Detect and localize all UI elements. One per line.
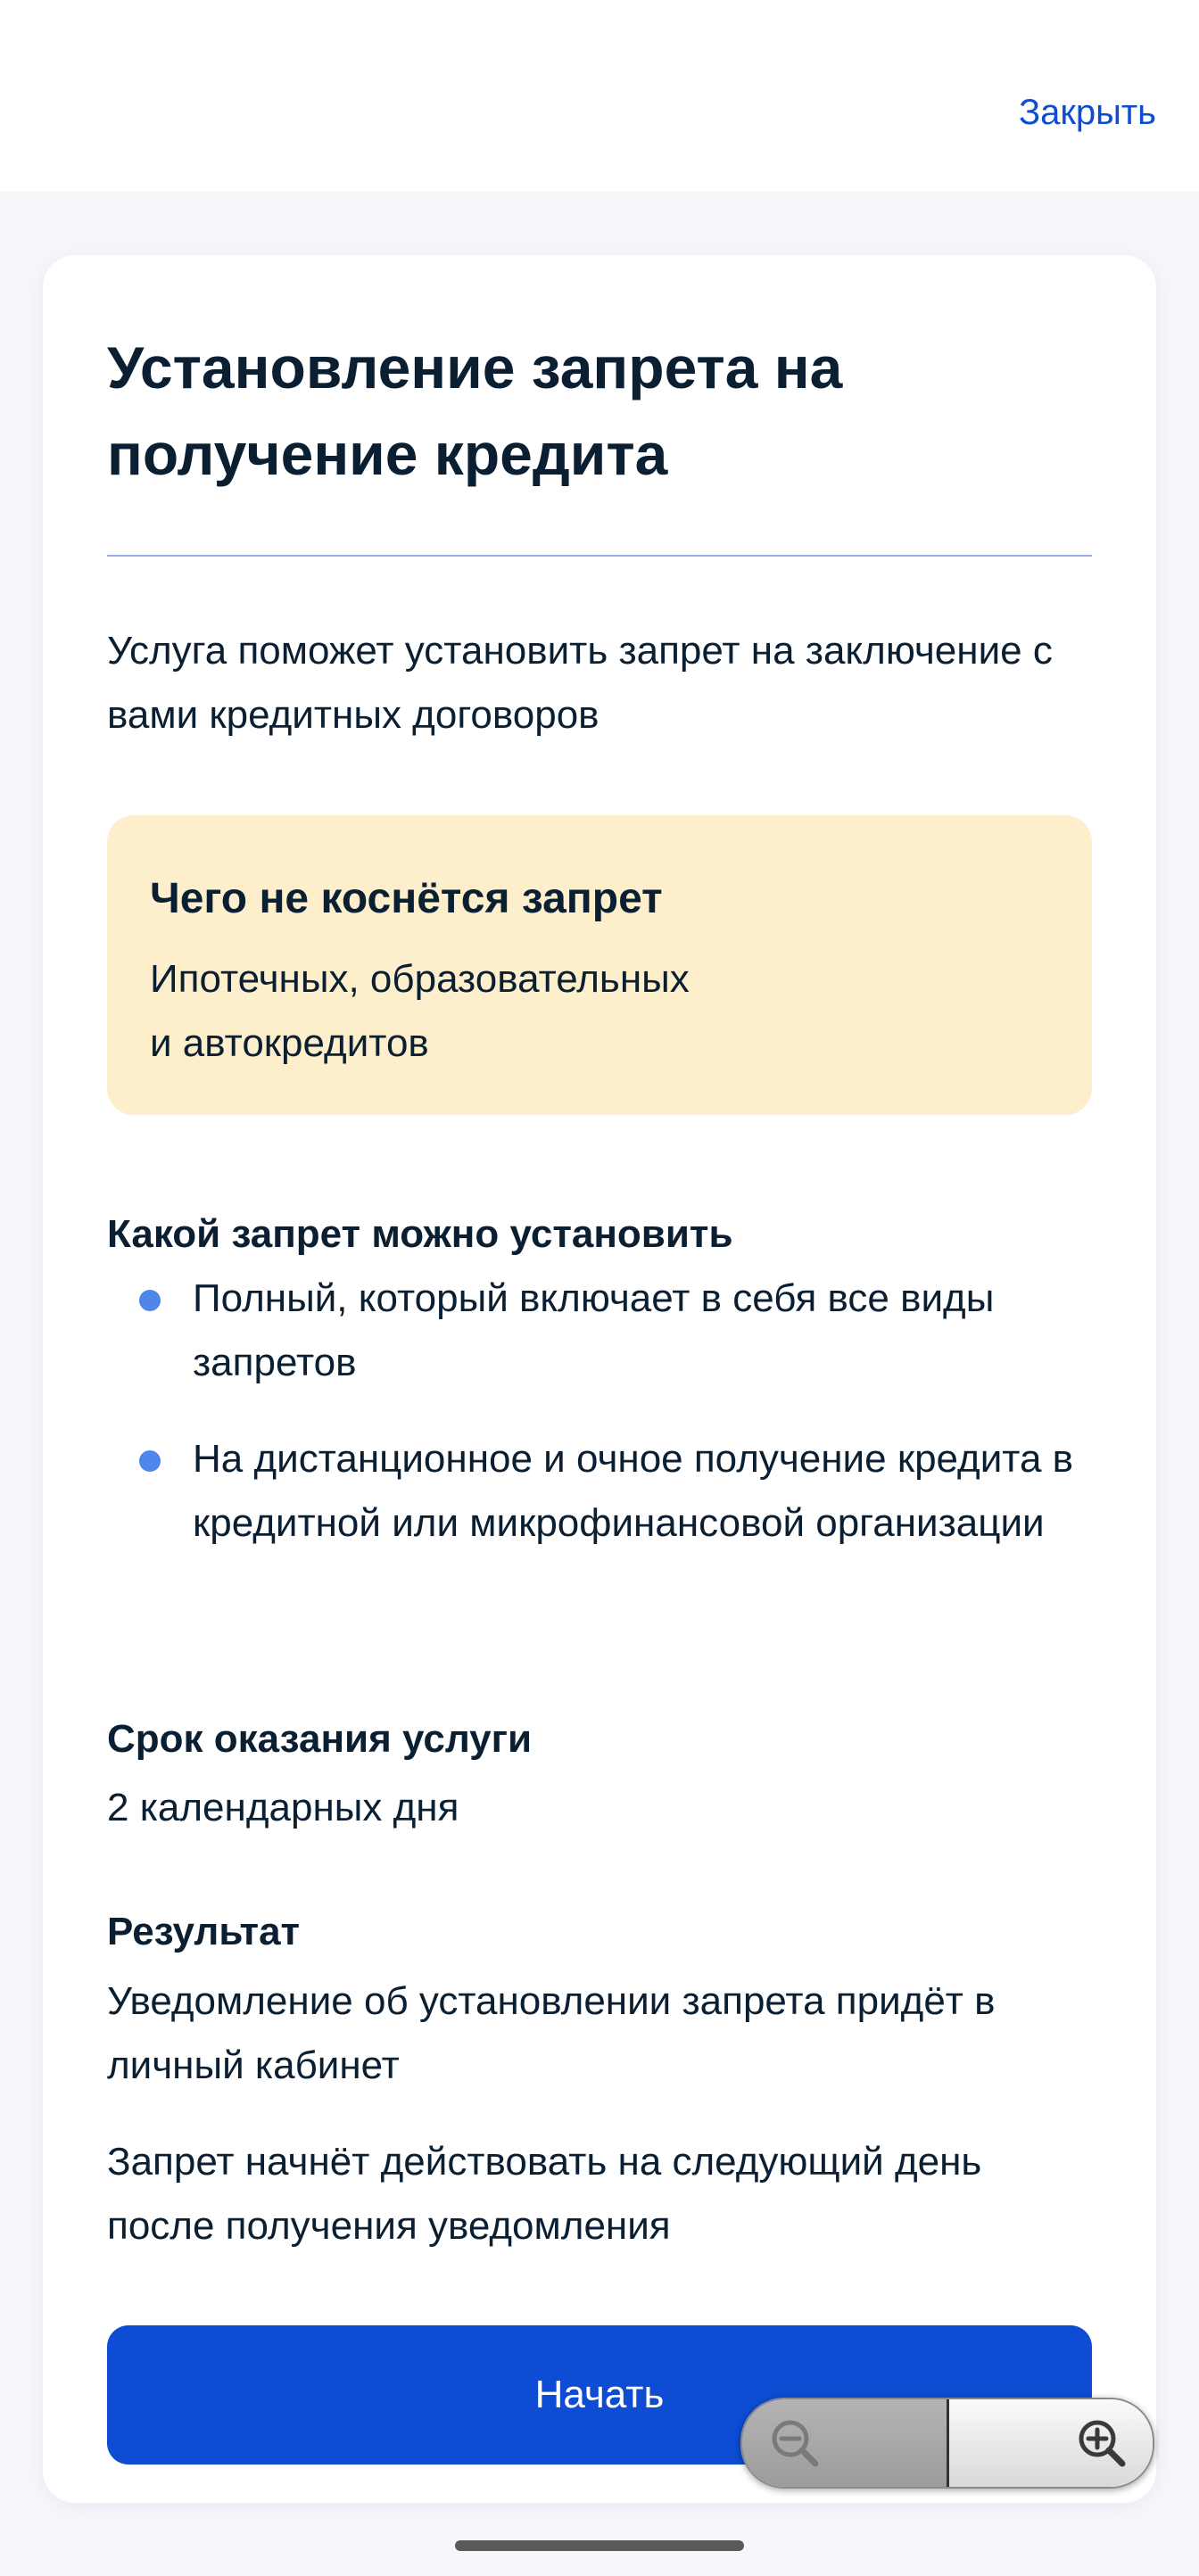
list-item: [107, 1427, 1092, 1556]
zoom-out-button[interactable]: [742, 2399, 949, 2487]
term-value: 2 календарных дня: [107, 1786, 459, 1829]
ban-types-heading: Какой запрет можно установить: [107, 1212, 733, 1256]
zoom-in-button[interactable]: [949, 2399, 1154, 2487]
term-heading: Срок оказания услуги: [107, 1717, 533, 1761]
list-item: [107, 1267, 1092, 1395]
service-card: [43, 255, 1156, 2503]
service-description: Услуга поможет установить запрет на заключение с вами кредитных договоров: [107, 629, 1053, 737]
result-text-1: Уведомление об установлении запрета придёт в личный кабинет: [107, 1979, 996, 2087]
home-indicator: [455, 2540, 744, 2551]
list-item-text: Полный, который включает в себя все виды запретов: [193, 1276, 995, 1384]
list-item-text: На дистанционное и очное получение кредита в кредитной или микрофинансовой организации: [193, 1437, 1074, 1545]
notice-text-line-1: Ипотечных, образовательных: [150, 957, 690, 1001]
result-text-2: Запрет начнёт действовать на следующий день после получения уведомления: [107, 2140, 982, 2248]
title-divider: [107, 555, 1092, 557]
zoom-in-icon: [1074, 2415, 1128, 2469]
start-button[interactable]: Начать: [107, 2325, 1092, 2465]
bullet-icon: [139, 1450, 161, 1472]
top-bar: [0, 0, 1199, 192]
zoom-out-icon: [767, 2415, 821, 2469]
result-heading: Результат: [107, 1910, 301, 1953]
exclusions-notice: [107, 815, 1092, 1115]
ban-types-list: [107, 1267, 1092, 1588]
page-title: Установление запрета на получение кредита: [107, 334, 843, 487]
close-link[interactable]: Закрыть: [1018, 93, 1156, 132]
bullet-icon: [139, 1290, 161, 1311]
zoom-control: [740, 2398, 1154, 2489]
notice-text-line-2: и автокредитов: [150, 1021, 429, 1065]
notice-title: Чего не коснётся запрет: [150, 875, 663, 922]
notice-text: [150, 947, 828, 1076]
